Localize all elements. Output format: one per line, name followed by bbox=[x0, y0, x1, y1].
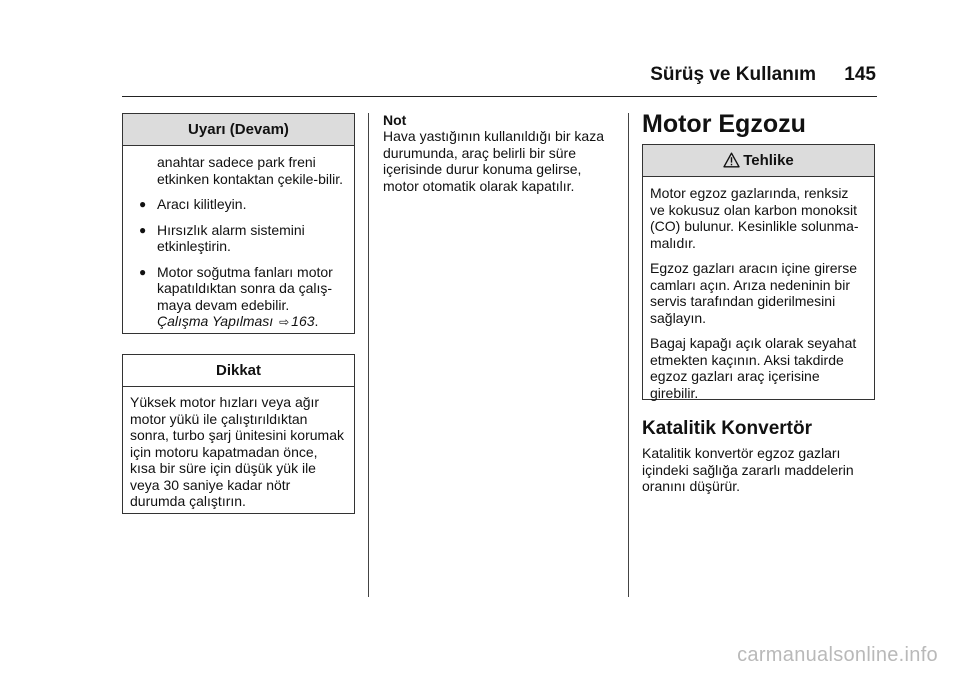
warning-bullet-text: Aracı kilitleyin. bbox=[157, 196, 247, 212]
warning-bullet bbox=[133, 196, 344, 213]
warning-box-title: Uyarı (Devam) bbox=[123, 114, 354, 146]
note-text: Hava yastığının kullanıldığı bir kaza durumunda, araç belirli bir süre içerisinde durur konuma gelirse, motor otomatik olarak kapatılır. bbox=[383, 128, 605, 194]
page-header-title: Sürüş ve Kullanım bbox=[650, 64, 816, 85]
bullet-dot-icon: ● bbox=[139, 222, 147, 237]
warning-continued-box bbox=[122, 113, 355, 334]
danger-box-body bbox=[643, 177, 874, 401]
bullet-dot-icon: ● bbox=[139, 264, 147, 279]
warning-bullet-text: Motor soğutma fanları motor kapatıldıktan sonra da çalış-maya devam edebilir. bbox=[157, 263, 333, 313]
crossref-link[interactable] bbox=[157, 313, 315, 329]
header-divider bbox=[122, 96, 877, 97]
danger-box-header bbox=[643, 145, 874, 177]
crossref-suffix: . bbox=[314, 313, 319, 329]
danger-box bbox=[642, 144, 875, 400]
column-divider-right bbox=[628, 113, 629, 597]
exhaust-section-title: Motor Egzozu bbox=[642, 110, 806, 138]
warning-bullet bbox=[133, 222, 344, 255]
danger-box-title: Tehlike bbox=[743, 152, 794, 169]
crossref-arrow-icon: ⇨ bbox=[279, 315, 290, 329]
danger-paragraph: Motor egzoz gazlarında, renksiz ve kokusuz olan karbon monoksit (CO) bulunur. Kesinlikle solunma-malıdır. bbox=[650, 185, 859, 251]
watermark: carmanualsonline.info bbox=[737, 644, 938, 666]
crossref-page: 163 bbox=[291, 313, 315, 329]
caution-box-title: Dikkat bbox=[123, 355, 354, 387]
warning-bullet bbox=[133, 264, 344, 331]
note-title: Not bbox=[383, 112, 407, 128]
warning-triangle-icon bbox=[723, 148, 740, 180]
danger-paragraph: Egzoz gazları aracın içine girerse camları açın. Arıza nedeninin bir servis tarafından giderilmesini sağlayın. bbox=[650, 260, 857, 326]
warning-continuation-text: anahtar sadece park freni etkinken kontaktan çekile-bilir. bbox=[157, 154, 343, 187]
page-number: 145 bbox=[844, 64, 876, 85]
warning-bullet-text: Hırsızlık alarm sistemini etkinleştirin. bbox=[157, 221, 305, 254]
warning-box-body bbox=[123, 146, 354, 331]
catalytic-section-text: Katalitik konvertör egzoz gazları içindeki sağlığa zararlı maddelerin oranını düşürür. bbox=[642, 445, 854, 494]
crossref-text: Çalışma Yapılması bbox=[157, 313, 274, 329]
bullet-dot-icon: ● bbox=[139, 197, 147, 211]
catalytic-section-title: Katalitik Konvertör bbox=[642, 418, 812, 439]
danger-paragraph: Bagaj kapağı açık olarak seyahat etmekten kaçının. Aksi takdirde egzoz gazları araç içerisine girebilir. bbox=[650, 335, 857, 401]
caution-box bbox=[122, 354, 355, 514]
caution-box-text: Yüksek motor hızları veya ağır motor yükü ile çalıştırıldıktan sonra, turbo şarj ünitesini korumak için motoru kapatmadan önce, kısa bir süre için düşük yük ile veya 30 saniye kadar nötr durumda çalıştırın. bbox=[130, 394, 344, 509]
column-divider-left bbox=[368, 113, 369, 597]
